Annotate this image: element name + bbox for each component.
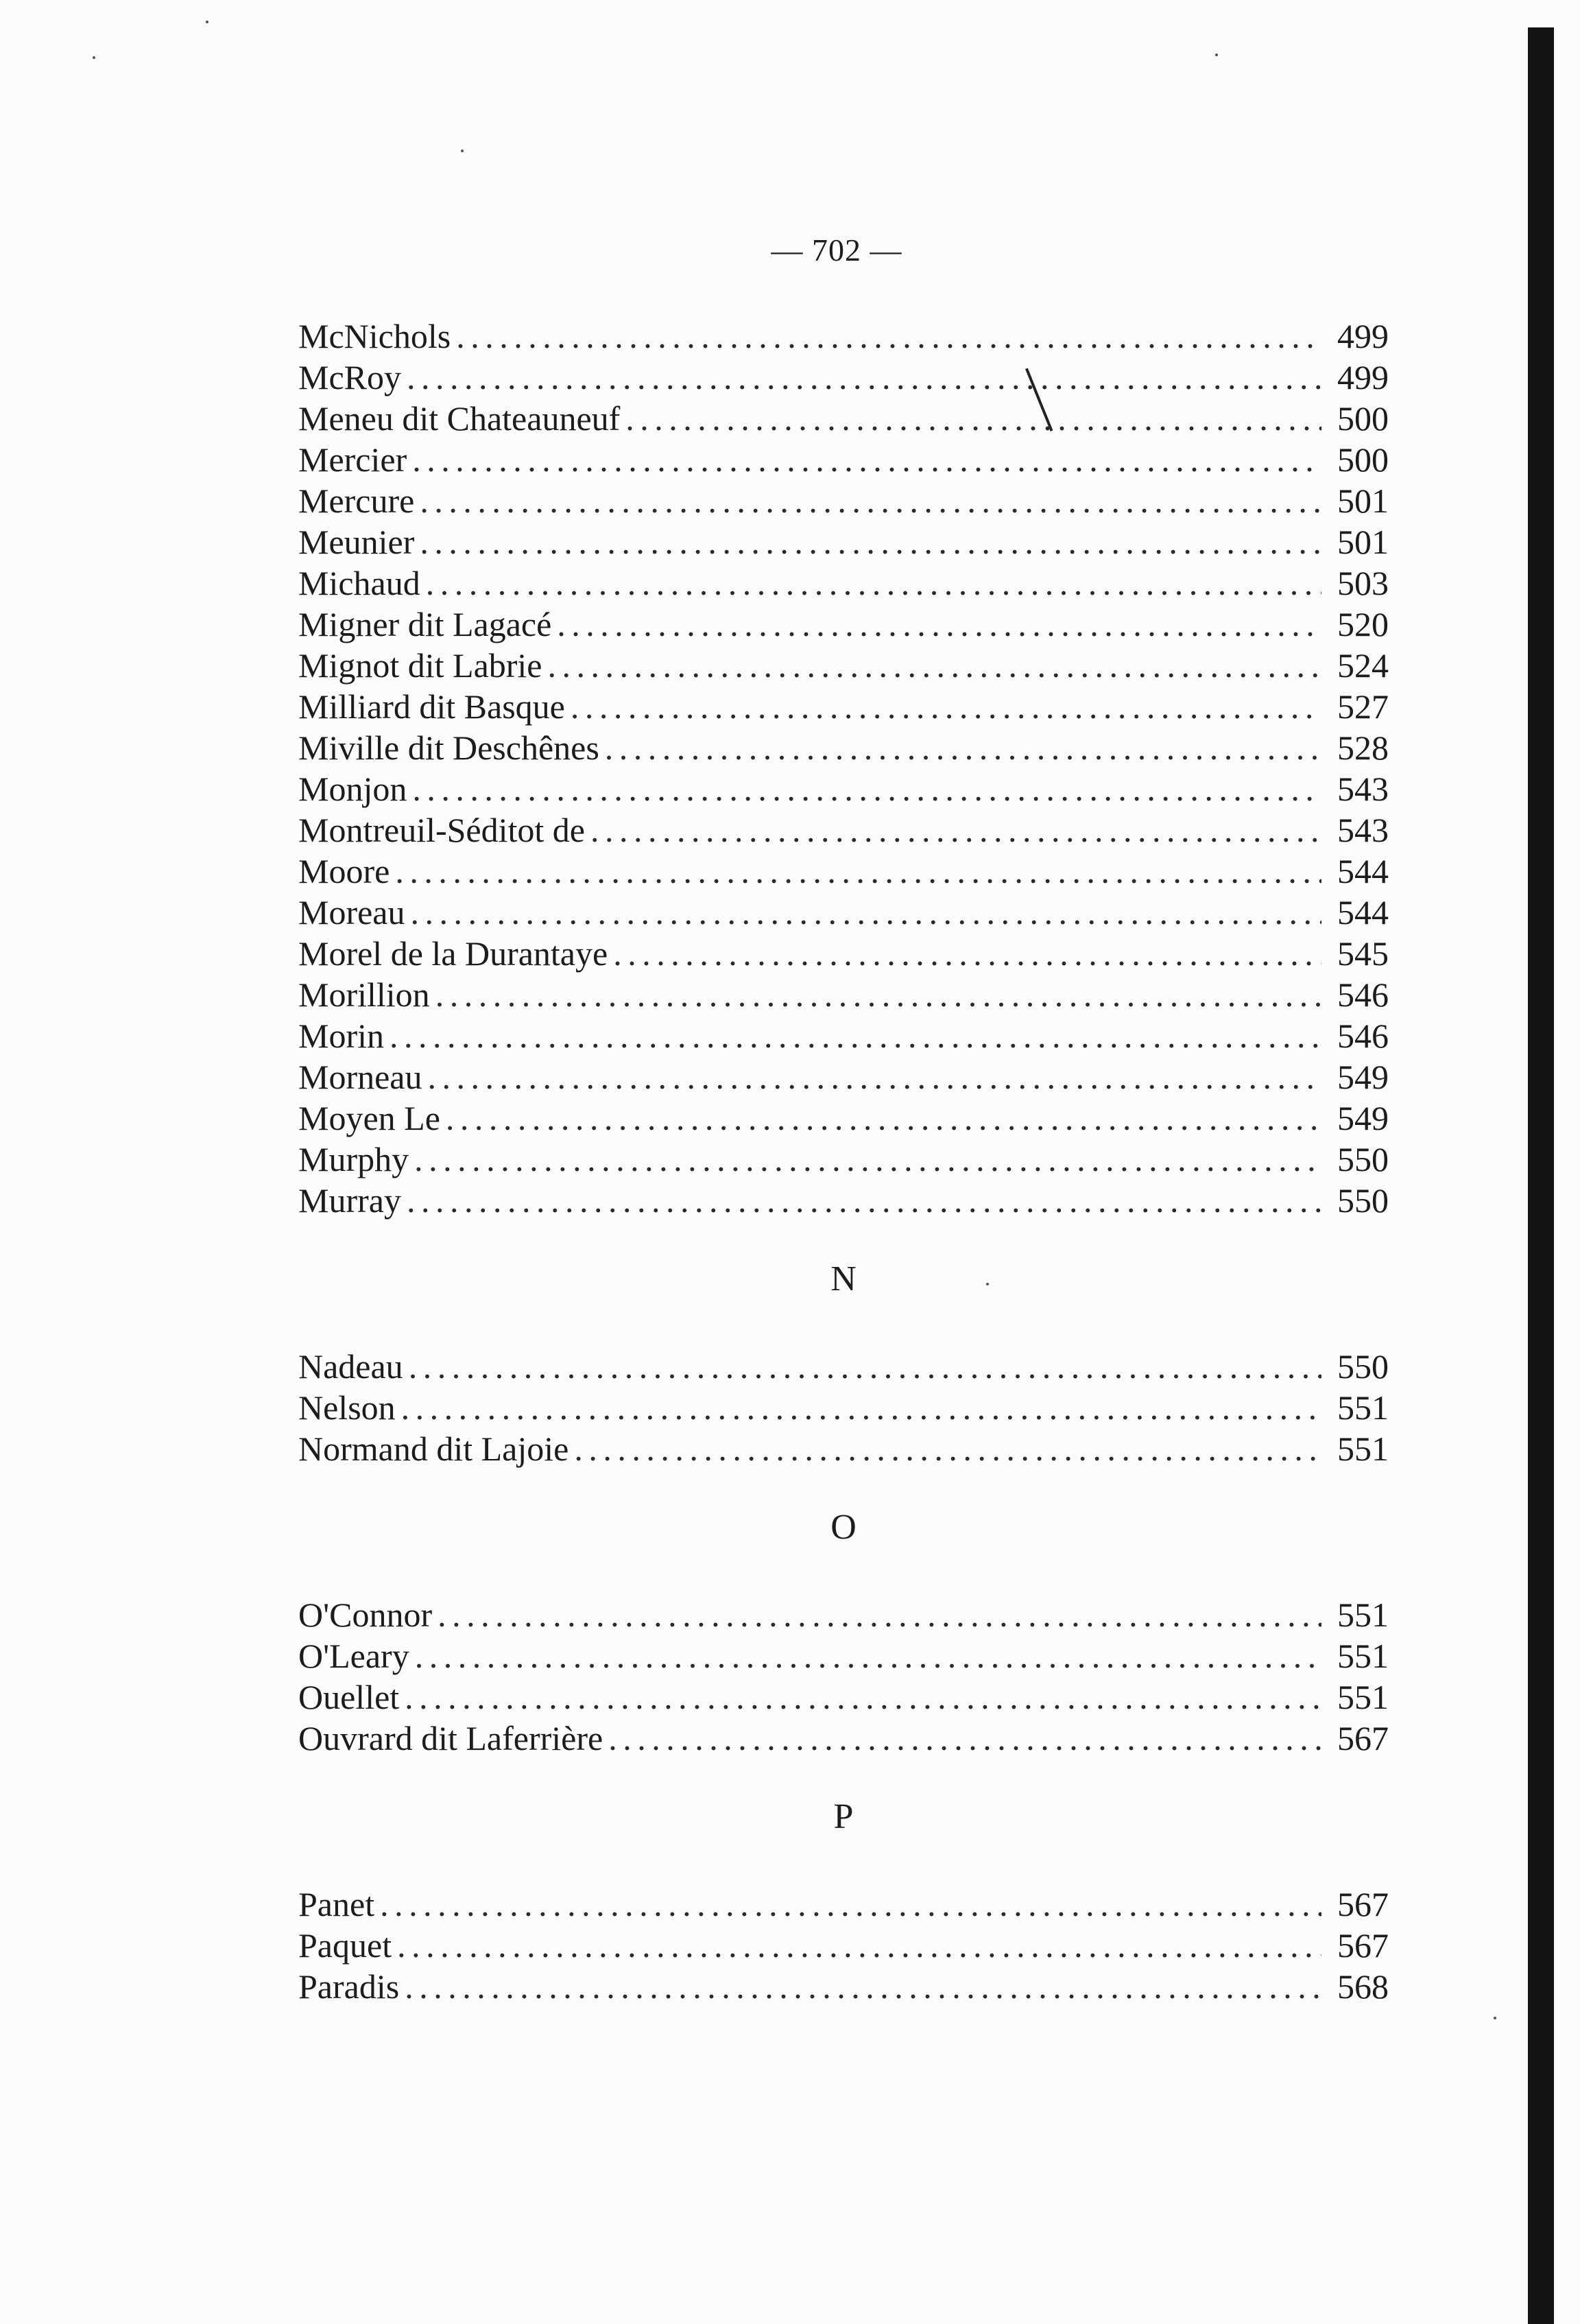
entry-name: Paquet bbox=[298, 1926, 392, 1965]
entry-page-number: 543 bbox=[1337, 811, 1389, 849]
index-entry bbox=[298, 316, 1389, 357]
dot-leader bbox=[380, 1884, 1321, 1925]
entry-page-number: 550 bbox=[1337, 1347, 1389, 1386]
entry-page-number: 528 bbox=[1337, 728, 1389, 767]
entry-page-number: 550 bbox=[1337, 1140, 1389, 1178]
dot-leader bbox=[405, 1966, 1321, 2007]
entry-name: Migner dit Lagacé bbox=[298, 605, 552, 643]
entry-page-number: 549 bbox=[1337, 1099, 1389, 1137]
dot-leader bbox=[608, 1718, 1321, 1759]
entry-page-number: 551 bbox=[1337, 1388, 1389, 1427]
index-entry bbox=[298, 892, 1389, 933]
entry-page-number: 550 bbox=[1337, 1181, 1389, 1220]
entry-page-number: 551 bbox=[1337, 1430, 1389, 1468]
dot-leader bbox=[411, 892, 1322, 933]
scan-speck bbox=[93, 56, 95, 59]
index-entry bbox=[298, 1676, 1389, 1718]
entry-page-number: 499 bbox=[1337, 317, 1389, 355]
entry-name: Paradis bbox=[298, 1967, 400, 2006]
scan-speck bbox=[206, 21, 208, 23]
section-letter: O bbox=[830, 1508, 857, 1547]
index-entry bbox=[298, 1015, 1389, 1056]
dot-leader bbox=[412, 768, 1321, 809]
dot-leader bbox=[613, 933, 1321, 974]
entry-page-number: 527 bbox=[1337, 687, 1389, 726]
dot-leader bbox=[415, 1635, 1321, 1676]
dot-leader bbox=[409, 1346, 1321, 1387]
index-entry bbox=[298, 1966, 1389, 2007]
dot-leader bbox=[557, 604, 1321, 645]
index-entry bbox=[298, 686, 1389, 727]
index-entry bbox=[298, 480, 1389, 521]
index-entry bbox=[298, 1180, 1389, 1221]
entry-name: Murray bbox=[298, 1181, 401, 1220]
entry-page-number: 551 bbox=[1337, 1596, 1389, 1634]
dot-leader bbox=[435, 974, 1321, 1015]
entry-page-number: 500 bbox=[1337, 440, 1389, 479]
index-entry bbox=[298, 1139, 1389, 1180]
scan-speck bbox=[1494, 2017, 1496, 2019]
entry-name: Morel de la Durantaye bbox=[298, 934, 608, 973]
index-entry bbox=[298, 1594, 1389, 1635]
dot-leader bbox=[401, 1387, 1321, 1428]
entry-name: Montreuil-Séditot de bbox=[298, 811, 585, 849]
index-entry bbox=[298, 521, 1389, 562]
scan-speck bbox=[461, 150, 464, 152]
section-letter: N bbox=[830, 1259, 857, 1299]
section-letter: P bbox=[833, 1797, 854, 1836]
entry-page-number: 546 bbox=[1337, 1017, 1389, 1055]
entry-page-number: 501 bbox=[1337, 523, 1389, 561]
dot-leader bbox=[397, 1925, 1321, 1966]
index-entry bbox=[298, 1346, 1389, 1387]
index-entry bbox=[298, 398, 1389, 439]
entry-name: O'Connor bbox=[298, 1596, 433, 1634]
dot-leader bbox=[420, 480, 1321, 521]
index-entry bbox=[298, 727, 1389, 768]
entry-name: McRoy bbox=[298, 358, 401, 396]
entry-name: Moore bbox=[298, 852, 390, 890]
index-entry bbox=[298, 439, 1389, 480]
entry-name: Normand dit Lajoie bbox=[298, 1430, 569, 1468]
entry-page-number: 544 bbox=[1337, 852, 1389, 890]
entry-name: Michaud bbox=[298, 564, 420, 602]
entry-name: Morneau bbox=[298, 1058, 422, 1096]
entry-name: Ouellet bbox=[298, 1678, 400, 1716]
entry-name: Murphy bbox=[298, 1140, 409, 1178]
entry-name: Morin bbox=[298, 1017, 384, 1055]
entry-name: Monjon bbox=[298, 770, 407, 808]
entry-name: Nelson bbox=[298, 1388, 396, 1427]
entry-name: Mignot dit Labrie bbox=[298, 646, 542, 685]
dot-leader bbox=[407, 357, 1321, 398]
index-entry bbox=[298, 1635, 1389, 1676]
entry-name: McNichols bbox=[298, 317, 451, 355]
dot-leader bbox=[605, 727, 1321, 768]
scan-edge-bar bbox=[1528, 27, 1554, 2324]
dot-leader bbox=[405, 1676, 1321, 1718]
entry-page-number: 500 bbox=[1337, 399, 1389, 438]
entry-name: Meunier bbox=[298, 523, 415, 561]
scan-speck bbox=[1215, 54, 1218, 56]
entry-page-number: 551 bbox=[1337, 1678, 1389, 1716]
dot-leader bbox=[420, 521, 1321, 562]
dot-leader bbox=[390, 1015, 1321, 1056]
index-entry bbox=[298, 1056, 1389, 1098]
entry-page-number: 503 bbox=[1337, 564, 1389, 602]
entry-page-number: 545 bbox=[1337, 934, 1389, 973]
index-entry bbox=[298, 1098, 1389, 1139]
index-entry bbox=[298, 809, 1389, 851]
dot-leader bbox=[438, 1594, 1321, 1635]
dot-leader bbox=[625, 398, 1321, 439]
dot-leader bbox=[456, 316, 1321, 357]
entry-name: Miville dit Deschênes bbox=[298, 728, 599, 767]
index-entry bbox=[298, 1428, 1389, 1469]
entry-name: Morillion bbox=[298, 975, 430, 1014]
entry-page-number: 568 bbox=[1337, 1967, 1389, 2006]
entry-page-number: 551 bbox=[1337, 1637, 1389, 1675]
entry-page-number: 520 bbox=[1337, 605, 1389, 643]
entry-page-number: 567 bbox=[1337, 1926, 1389, 1965]
dot-leader bbox=[426, 562, 1321, 604]
index-entry bbox=[298, 562, 1389, 604]
index-entry bbox=[298, 974, 1389, 1015]
dot-leader bbox=[571, 686, 1321, 727]
index-entry bbox=[298, 357, 1389, 398]
dot-leader bbox=[414, 1139, 1321, 1180]
entry-name: Meneu dit Chateauneuf bbox=[298, 399, 621, 438]
dot-leader bbox=[428, 1056, 1322, 1098]
index-entry bbox=[298, 645, 1389, 686]
page-number: — 702 — bbox=[771, 233, 902, 268]
index-entry bbox=[298, 1925, 1389, 1966]
name-index bbox=[298, 316, 1389, 2007]
entry-page-number: 549 bbox=[1337, 1058, 1389, 1096]
dot-leader bbox=[548, 645, 1322, 686]
entry-name: Ouvrard dit Laferrière bbox=[298, 1719, 603, 1757]
index-entry bbox=[298, 768, 1389, 809]
entry-page-number: 546 bbox=[1337, 975, 1389, 1014]
entry-name: Mercier bbox=[298, 440, 407, 479]
entry-name: Mercure bbox=[298, 482, 415, 520]
dot-leader bbox=[412, 439, 1321, 480]
index-entry bbox=[298, 933, 1389, 974]
entry-name: Milliard dit Basque bbox=[298, 687, 565, 726]
entry-name: Moyen Le bbox=[298, 1099, 440, 1137]
index-entry bbox=[298, 851, 1389, 892]
entry-page-number: 524 bbox=[1337, 646, 1389, 685]
index-entry bbox=[298, 1387, 1389, 1428]
entry-page-number: 567 bbox=[1337, 1719, 1389, 1757]
dot-leader bbox=[574, 1428, 1321, 1469]
dot-leader bbox=[395, 851, 1321, 892]
entry-page-number: 567 bbox=[1337, 1885, 1389, 1923]
dot-leader bbox=[446, 1098, 1321, 1139]
entry-name: Nadeau bbox=[298, 1347, 403, 1386]
entry-page-number: 499 bbox=[1337, 358, 1389, 396]
entry-page-number: 544 bbox=[1337, 893, 1389, 932]
entry-name: Panet bbox=[298, 1885, 375, 1923]
entry-name: Moreau bbox=[298, 893, 405, 932]
entry-page-number: 543 bbox=[1337, 770, 1389, 808]
index-entry bbox=[298, 1718, 1389, 1759]
index-entry bbox=[298, 604, 1389, 645]
index-entry bbox=[298, 1884, 1389, 1925]
dot-leader bbox=[590, 809, 1321, 851]
entry-name: O'Leary bbox=[298, 1637, 409, 1675]
entry-page-number: 501 bbox=[1337, 482, 1389, 520]
dot-leader bbox=[407, 1180, 1321, 1221]
